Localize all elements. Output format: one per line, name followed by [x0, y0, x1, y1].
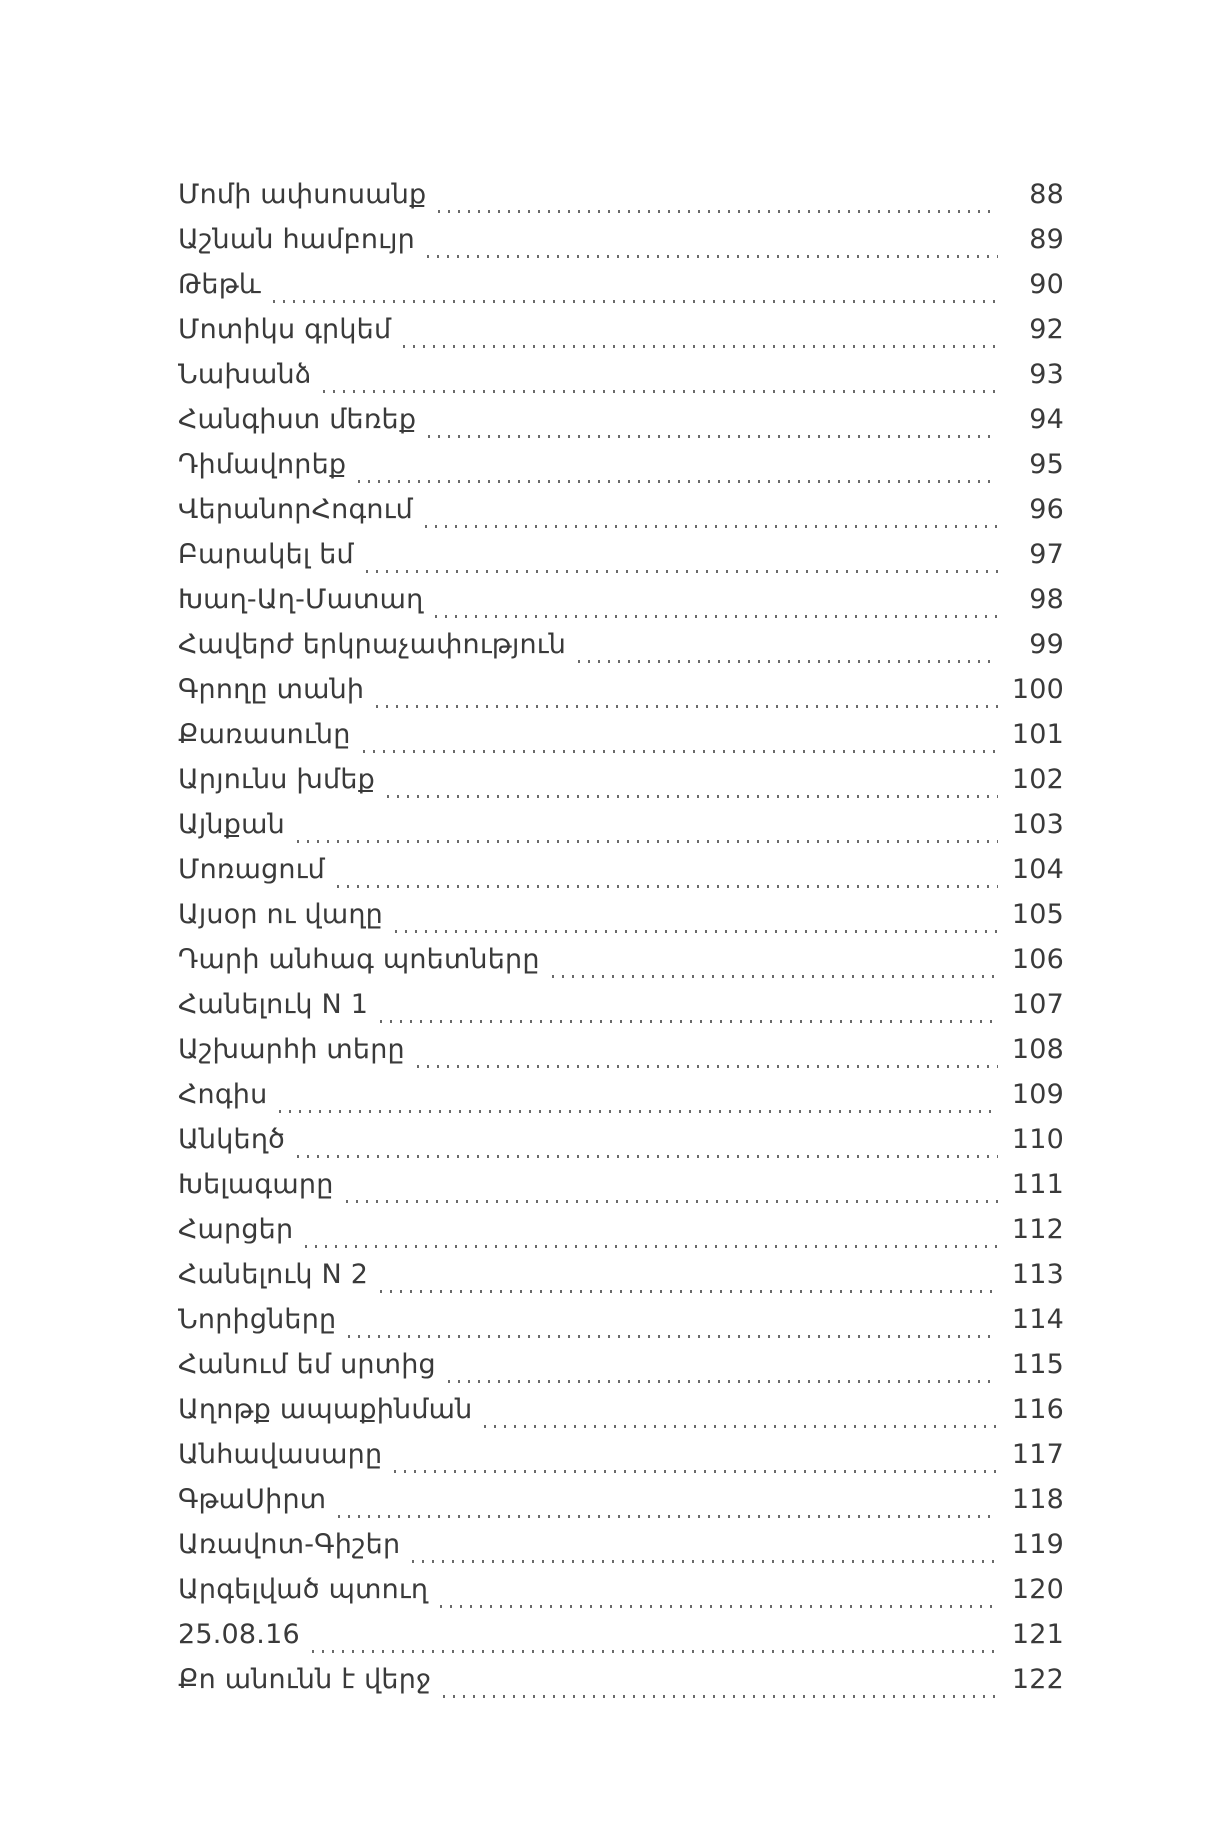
dot-leader: [348, 1335, 997, 1338]
toc-entry-page: 107: [1011, 989, 1064, 1020]
toc-entry-page: 114: [1011, 1304, 1064, 1335]
toc-entry-title: Այնքան: [178, 809, 285, 840]
dot-leader: [380, 1290, 998, 1293]
dot-leader: [358, 480, 998, 483]
toc-entry: [178, 1439, 1064, 1484]
toc-entry: [178, 494, 1064, 539]
toc-entry-title: Հավերժ երկրաչափություն: [178, 629, 567, 660]
toc-entry-title: Դարի անհագ պոետները: [178, 944, 540, 975]
toc-entry: [178, 224, 1064, 269]
toc-entry-page: 89: [1029, 224, 1064, 255]
toc-entry: [178, 1214, 1064, 1259]
toc-entry-title: Քո անունն է վերջ: [178, 1664, 432, 1695]
toc-entry-title: Հանգիստ մեռեք: [178, 404, 417, 435]
toc-entry: [178, 1619, 1064, 1664]
toc-entry: [178, 1394, 1064, 1439]
toc-entry-title: Հանելուկ N 2: [178, 1259, 369, 1290]
toc-entry-page: 98: [1029, 584, 1064, 615]
toc-entry-title: 25.08.16: [178, 1619, 300, 1650]
toc-entry: [178, 1664, 1064, 1709]
dot-leader: [273, 300, 998, 303]
toc-entry-title: Հարցեր: [178, 1214, 294, 1245]
toc-entry: [178, 1304, 1064, 1349]
toc-entry: [178, 1034, 1064, 1079]
toc-entry: [178, 1349, 1064, 1394]
toc-entry-page: 116: [1011, 1394, 1064, 1425]
toc-entry: [178, 404, 1064, 449]
toc-entry: [178, 539, 1064, 584]
toc-entry: [178, 944, 1064, 989]
dot-leader: [484, 1425, 997, 1428]
dot-leader: [412, 1560, 998, 1563]
dot-leader: [279, 1110, 997, 1113]
toc-entry: [178, 674, 1064, 719]
toc-entry-page: 117: [1011, 1439, 1064, 1470]
dot-leader: [323, 390, 998, 393]
toc-entry-title: Հանում եմ սրտից: [178, 1349, 436, 1380]
toc-entry-title: Արգելված պտուղ: [178, 1574, 429, 1605]
toc-entry-page: 108: [1011, 1034, 1064, 1065]
toc-entry-page: 99: [1029, 629, 1064, 660]
toc-entry: [178, 854, 1064, 899]
dot-leader: [338, 1515, 998, 1518]
toc-entry-title: Թեթև: [178, 269, 261, 300]
dot-leader: [297, 1155, 998, 1158]
dot-leader: [435, 615, 998, 618]
toc-entry: [178, 1124, 1064, 1169]
toc-entry-page: 101: [1011, 719, 1064, 750]
toc-entry-page: 115: [1011, 1349, 1064, 1380]
toc-entry: [178, 1169, 1064, 1214]
toc-entry: [178, 989, 1064, 1034]
toc-entry-title: Մոռացում: [178, 854, 325, 885]
dot-leader: [428, 435, 998, 438]
toc-entry-title: Անհավասարը: [178, 1439, 383, 1470]
toc-entry: [178, 764, 1064, 809]
toc-entry-title: ՎերանորՀոգում: [178, 494, 413, 525]
dot-leader: [440, 1605, 998, 1608]
dot-leader: [438, 210, 998, 213]
toc-entry-title: Նախանձ: [178, 359, 312, 390]
toc-list: [178, 179, 1064, 1709]
toc-entry-title: Դիմավորեք: [178, 449, 347, 480]
toc-entry-title: Խելագարը: [178, 1169, 334, 1200]
dot-leader: [552, 975, 998, 978]
toc-entry-page: 95: [1029, 449, 1064, 480]
toc-entry-title: Այսօր ու վաղը: [178, 899, 383, 930]
toc-entry: [178, 179, 1064, 224]
dot-leader: [376, 705, 998, 708]
toc-entry-title: Նորիցները: [178, 1304, 337, 1335]
toc-entry-title: Արյունս խմեք: [178, 764, 376, 795]
dot-leader: [297, 840, 998, 843]
toc-entry-title: Մոմի ափսոսանք: [178, 179, 427, 210]
dot-leader: [387, 795, 998, 798]
dot-leader: [380, 1020, 998, 1023]
toc-entry-title: Գրողը տանի: [178, 674, 365, 705]
toc-entry-title: Անկեղծ: [178, 1124, 286, 1155]
toc-entry: [178, 1484, 1064, 1529]
toc-entry-page: 112: [1011, 1214, 1064, 1245]
toc-entry-page: 121: [1011, 1619, 1064, 1650]
toc-entry-page: 120: [1011, 1574, 1064, 1605]
dot-leader: [363, 750, 998, 753]
toc-entry-page: 119: [1011, 1529, 1064, 1560]
toc-entry-page: 88: [1029, 179, 1064, 210]
dot-leader: [366, 570, 998, 573]
toc-entry: [178, 899, 1064, 944]
dot-leader: [443, 1695, 998, 1698]
toc-entry-page: 113: [1011, 1259, 1064, 1290]
toc-entry-title: Խաղ-Աղ-Մատաղ: [178, 584, 424, 615]
toc-entry-page: 96: [1029, 494, 1064, 525]
dot-leader: [448, 1380, 998, 1383]
toc-entry-page: 97: [1029, 539, 1064, 570]
dot-leader: [578, 660, 998, 663]
toc-entry-title: Աղոթք ապաքինման: [178, 1394, 473, 1425]
toc-entry: [178, 269, 1064, 314]
toc-entry: [178, 314, 1064, 359]
toc-entry: [178, 809, 1064, 854]
dot-leader: [425, 525, 998, 528]
toc-entry-title: ԳթաՍիրտ: [178, 1484, 327, 1515]
toc-entry: [178, 719, 1064, 764]
toc-entry-page: 110: [1011, 1124, 1064, 1155]
dot-leader: [403, 345, 998, 348]
dot-leader: [394, 1470, 998, 1473]
toc-entry-page: 109: [1011, 1079, 1064, 1110]
toc-entry-page: 100: [1011, 674, 1064, 705]
toc-entry: [178, 1259, 1064, 1304]
toc-entry: [178, 1574, 1064, 1619]
toc-entry-page: 94: [1029, 404, 1064, 435]
toc-entry: [178, 629, 1064, 674]
toc-entry-page: 90: [1029, 269, 1064, 300]
toc-entry-page: 111: [1011, 1169, 1064, 1200]
toc-entry: [178, 584, 1064, 629]
toc-entry-page: 104: [1011, 854, 1064, 885]
toc-entry-page: 118: [1011, 1484, 1064, 1515]
toc-entry-page: 105: [1011, 899, 1064, 930]
dot-leader: [346, 1200, 998, 1203]
dot-leader: [337, 885, 998, 888]
toc-entry-page: 102: [1011, 764, 1064, 795]
toc-entry-page: 122: [1011, 1664, 1064, 1695]
toc-entry-page: 106: [1011, 944, 1064, 975]
dot-leader: [427, 255, 998, 258]
toc-entry-title: Հոգիս: [178, 1079, 268, 1110]
toc-entry-title: Աշնան համբույր: [178, 224, 415, 255]
toc-entry: [178, 1079, 1064, 1124]
toc-entry: [178, 1529, 1064, 1574]
dot-leader: [395, 930, 998, 933]
dot-leader: [312, 1650, 998, 1653]
toc-entry-title: Աշխարհի տերը: [178, 1034, 405, 1065]
toc-entry-title: Առավոտ-Գիշեր: [178, 1529, 401, 1560]
toc-entry-page: 103: [1011, 809, 1064, 840]
toc-entry-title: Մոտիկս գրկեմ: [178, 314, 392, 345]
toc-entry-title: Բարակել եմ: [178, 539, 354, 570]
dot-leader: [417, 1065, 998, 1068]
toc-entry-title: Հանելուկ N 1: [178, 989, 369, 1020]
dot-leader: [305, 1245, 998, 1248]
toc-entry-title: Քառասունը: [178, 719, 351, 750]
toc-entry: [178, 359, 1064, 404]
toc-entry-page: 93: [1029, 359, 1064, 390]
toc-entry: [178, 449, 1064, 494]
toc-entry-page: 92: [1029, 314, 1064, 345]
